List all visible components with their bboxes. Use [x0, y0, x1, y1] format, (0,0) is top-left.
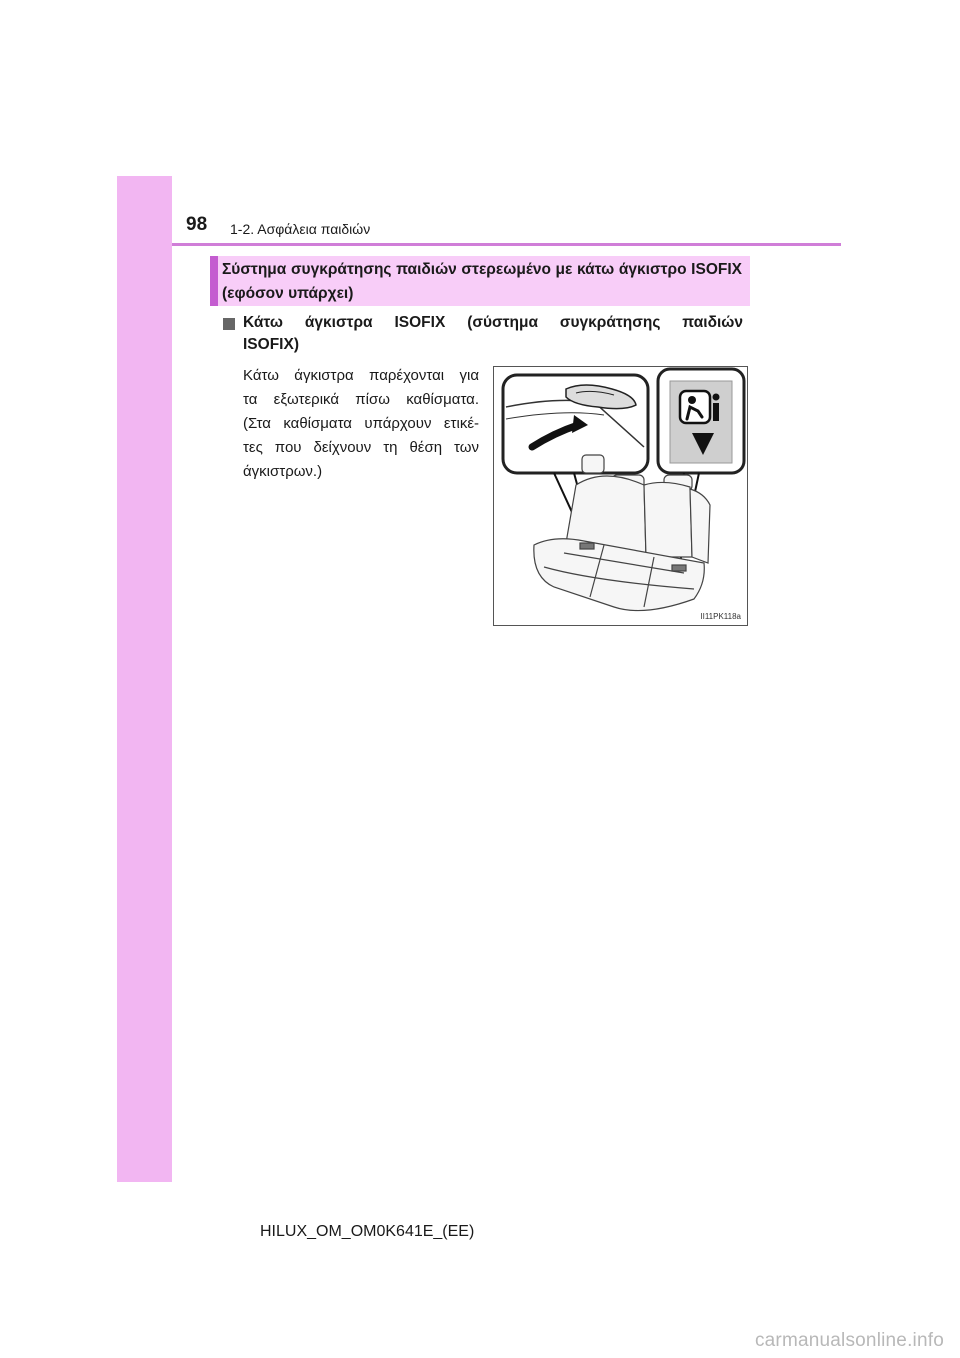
body-line: άγκιστρων.) — [243, 463, 323, 480]
isofix-illustration — [493, 366, 748, 626]
body-paragraph — [243, 364, 479, 484]
rear-seat-drawing — [534, 455, 710, 611]
isofix-label-callout — [658, 369, 744, 473]
side-color-band — [117, 176, 172, 1182]
subsection-heading-line-1: Κάτω άγκιστρα ISOFIX (σύστημα συγκράτησης παιδιών — [243, 314, 743, 331]
bullet-square-icon — [223, 318, 235, 330]
body-line: Κάτω άγκιστρα παρέχονται για — [243, 367, 479, 384]
page-number: 98 — [186, 214, 208, 235]
isofix-illustration-drawing — [494, 367, 747, 625]
body-line: τα εξωτερικά πίσω καθίσματα. — [243, 391, 479, 408]
body-line: (Στα καθίσματα υπάρχουν ετικέ- — [243, 415, 479, 432]
header-divider — [172, 243, 841, 246]
footer-document-code: HILUX_OM_OM0K641E_(EE) — [260, 1223, 475, 1240]
watermark: carmanualsonline.info — [754, 1330, 944, 1351]
isofix-child-seat-icon — [680, 391, 720, 423]
figure-code: II11PK118a — [700, 612, 741, 621]
subsection-heading-line-2: ISOFIX) — [243, 336, 299, 353]
section-title: Σύστημα συγκράτησης παιδιών στερεωμένο με κάτω άγκιστρο ISOFIX (εφόσον υπάρχει) — [222, 261, 742, 302]
subsection-heading — [243, 312, 743, 356]
chapter-title: 1-2. Ασφάλεια παιδιών — [230, 221, 371, 237]
body-line: τες που δείχνουν τη θέση των — [243, 439, 479, 456]
section-title-accent — [210, 256, 218, 306]
anchor-closeup-callout — [503, 375, 648, 473]
